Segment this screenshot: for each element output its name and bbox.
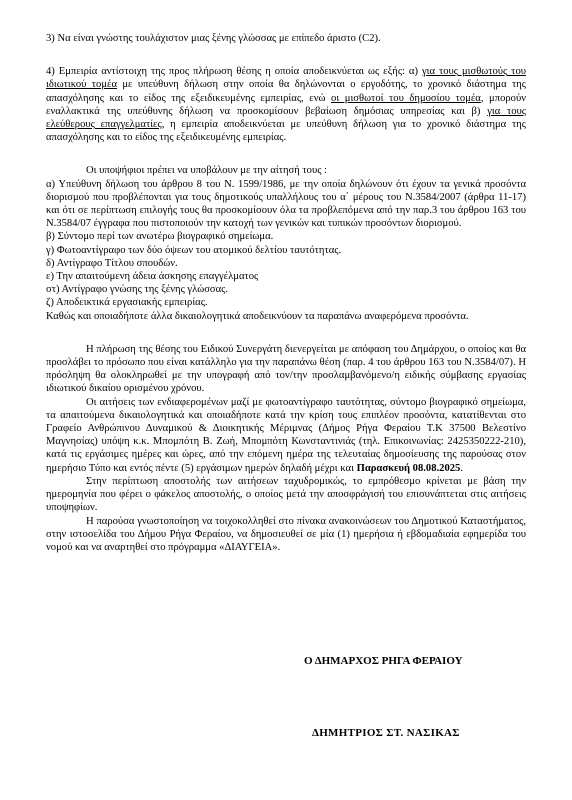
documents-intro: Οι υποψήφιοι πρέπει να υποβάλουν με την αίτησή τους : (86, 165, 327, 177)
filling-paragraph: Η πλήρωση της θέσης του Ειδικού Συνεργάτη διενεργείται με απόφαση του Δημάρχου, ο οποίος και θα προσλάβει το πρόσωπο που είναι κατάλληλο για την παραπάνω θέση (παρ. 4 του άρθρου 163 του Ν.3584/07). Η πρόσληψη θα ολοκληρωθεί με την υπογραφή από τον/την προσλαμβανόμενο/η ειδικής σύμβασης εργασίας ιδιωτικού δικαίου ορισμένου χρόνου. (46, 343, 526, 395)
signature-name: ΔΗΜΗΤΡΙΟΣ ΣΤ. ΝΑΣΙΚΑΣ (312, 727, 460, 739)
deadline-date: Παρασκευή 08.08.2025 (356, 462, 461, 474)
document-item: δ) Αντίγραφο Τίτλου σπουδών. (46, 257, 178, 269)
applications-paragraph: Οι αιτήσεις των ενδιαφερομένων μαζί με φωτοαντίγραφο ταυτότητας, σύντομο βιογραφικό σημείωμα, τα απαιτούμενα δικαιολογητικά και οποιαδήποτε κατά την κρίση τους επιπλέον προσόντα, κατατίθενται στο Γραφείο Ανθρώπινου Δυναμικού & Διοικητικής Μέριμνας (Δήμος Ρήγα Φεραίου Τ.Κ 37500 Βελεστίνο Μαγνησίας) υπόψη κ.κ. Μπομπότη Β. Ζωή, Μπομπότη Κωνσταντινιάς (τηλ. Επικοινωνίας: 2425350222-210), κατά τις εργάσιμες ημέρες και ώρες, από την επόμενη ημέρα της τελευταίας δημοσίευσης της παρούσας στον ημερήσιο Τύπο και εντός πέντε (5) εργάσιμων ημερών δηλαδή μέχρι και Παρασκευή 08.08.2025. (46, 396, 526, 474)
document-item: γ) Φωτοαντίγραφο των δύο όψεων του ατομικού δελτίου ταυτότητας. (46, 244, 342, 256)
signature-title: Ο ΔΗΜΑΡΧΟΣ ΡΗΓΑ ΦΕΡΑΙΟΥ (304, 655, 463, 667)
publish-paragraph: Η παρούσα γνωστοποίηση να τοιχοκολληθεί στο πίνακα ανακοινώσεων του Δημοτικού Καταστήματος, στην ιστοσελίδα του Δήμου Ρήγα Φεραίου, να δημοσιευθεί σε μία (1) ημερήσια ή εβδομαδιαία εφημερίδα του νομού και να αναρτηθεί στο πρόγραμμα «ΔΙΑΥΓΕΙΑ». (46, 515, 526, 553)
document-item: Καθώς και οποιαδήποτε άλλα δικαιολογητικά αποδεικνύουν τα παραπάνω αναφερόμενα προσόντα. (46, 310, 469, 322)
requirement-3: 3) Να είναι γνώστης τουλάχιστον μιας ξένης γλώσσας με επίπεδο άριστο (C2). (46, 33, 381, 44)
document-item: β) Σύντομο περί των ανωτέρω βιογραφικό σημείωμα. (46, 231, 274, 243)
document-item: ζ) Αποδεικτικά εργασιακής εμπειρίας. (46, 297, 208, 309)
document-item: στ) Αντίγραφο γνώσης της ξένης γλώσσας. (46, 284, 229, 296)
requirement-4: 4) Εμπειρία αντίστοιχη της προς πλήρωση θέσης η οποία αποδεικνύεται ως εξής: α) για τους μισθωτούς του ιδιωτικού τομέα με υπεύθυνη δήλωση στην οποία θα δηλώνονται ο εργοδότης, το χρονικό διάστημα της απασχόλησης και το είδος της εξειδικευμένης εμπειρίας, ενώ οι μισθωτοί του δημοσίου τομέα, μπορούν εναλλακτικά της υπεύθυνης δήλωση να προσκομίσουν βεβαίωση δημόσιας υπηρεσίας και β) για τους ελεύθερους επαγγελματίες, η εμπειρία αποδεικνύεται με υπεύθυνη δήλωση για το χρονικό διάστημα της απασχόλησης και το είδος της εξειδικευμένης εμπειρίας. (46, 66, 527, 144)
mail-paragraph: Στην περίπτωση αποστολής των αιτήσεων ταχυδρομικώς, το εμπρόθεσμο κρίνεται με βάση την ημερομηνία που φέρει ο φάκελος αποστολής, ο οποίος μετά την αποσφράγισή του επισυνάπτεται στις αιτήσεις υποψηφίων. (46, 475, 526, 514)
document-item: α) Υπεύθυνη δήλωση του άρθρου 8 του Ν. 1599/1986, με την οποία δηλώνουν ότι έχουν τα γενικά προσόντα διορισμού που προβλέπονται για τους δημοτικούς υπαλλήλους του α΄ μέρους του Ν.3584/2007 (άρθρα 11-17) και ότι σε περίπτωση επιλογής τους θα προσκομίσουν όλα τα προβλεπόμενα από την παρ.3 του άρθρου 163 του Ν.3584/07 έγγραφα που πιστοποιούν την κατοχή των γενικών και τυπικών προσόντων διορισμού. (46, 178, 526, 230)
document-item: ε) Την απαιτούμενη άδεια άσκησης επαγγέλματος (46, 271, 259, 283)
